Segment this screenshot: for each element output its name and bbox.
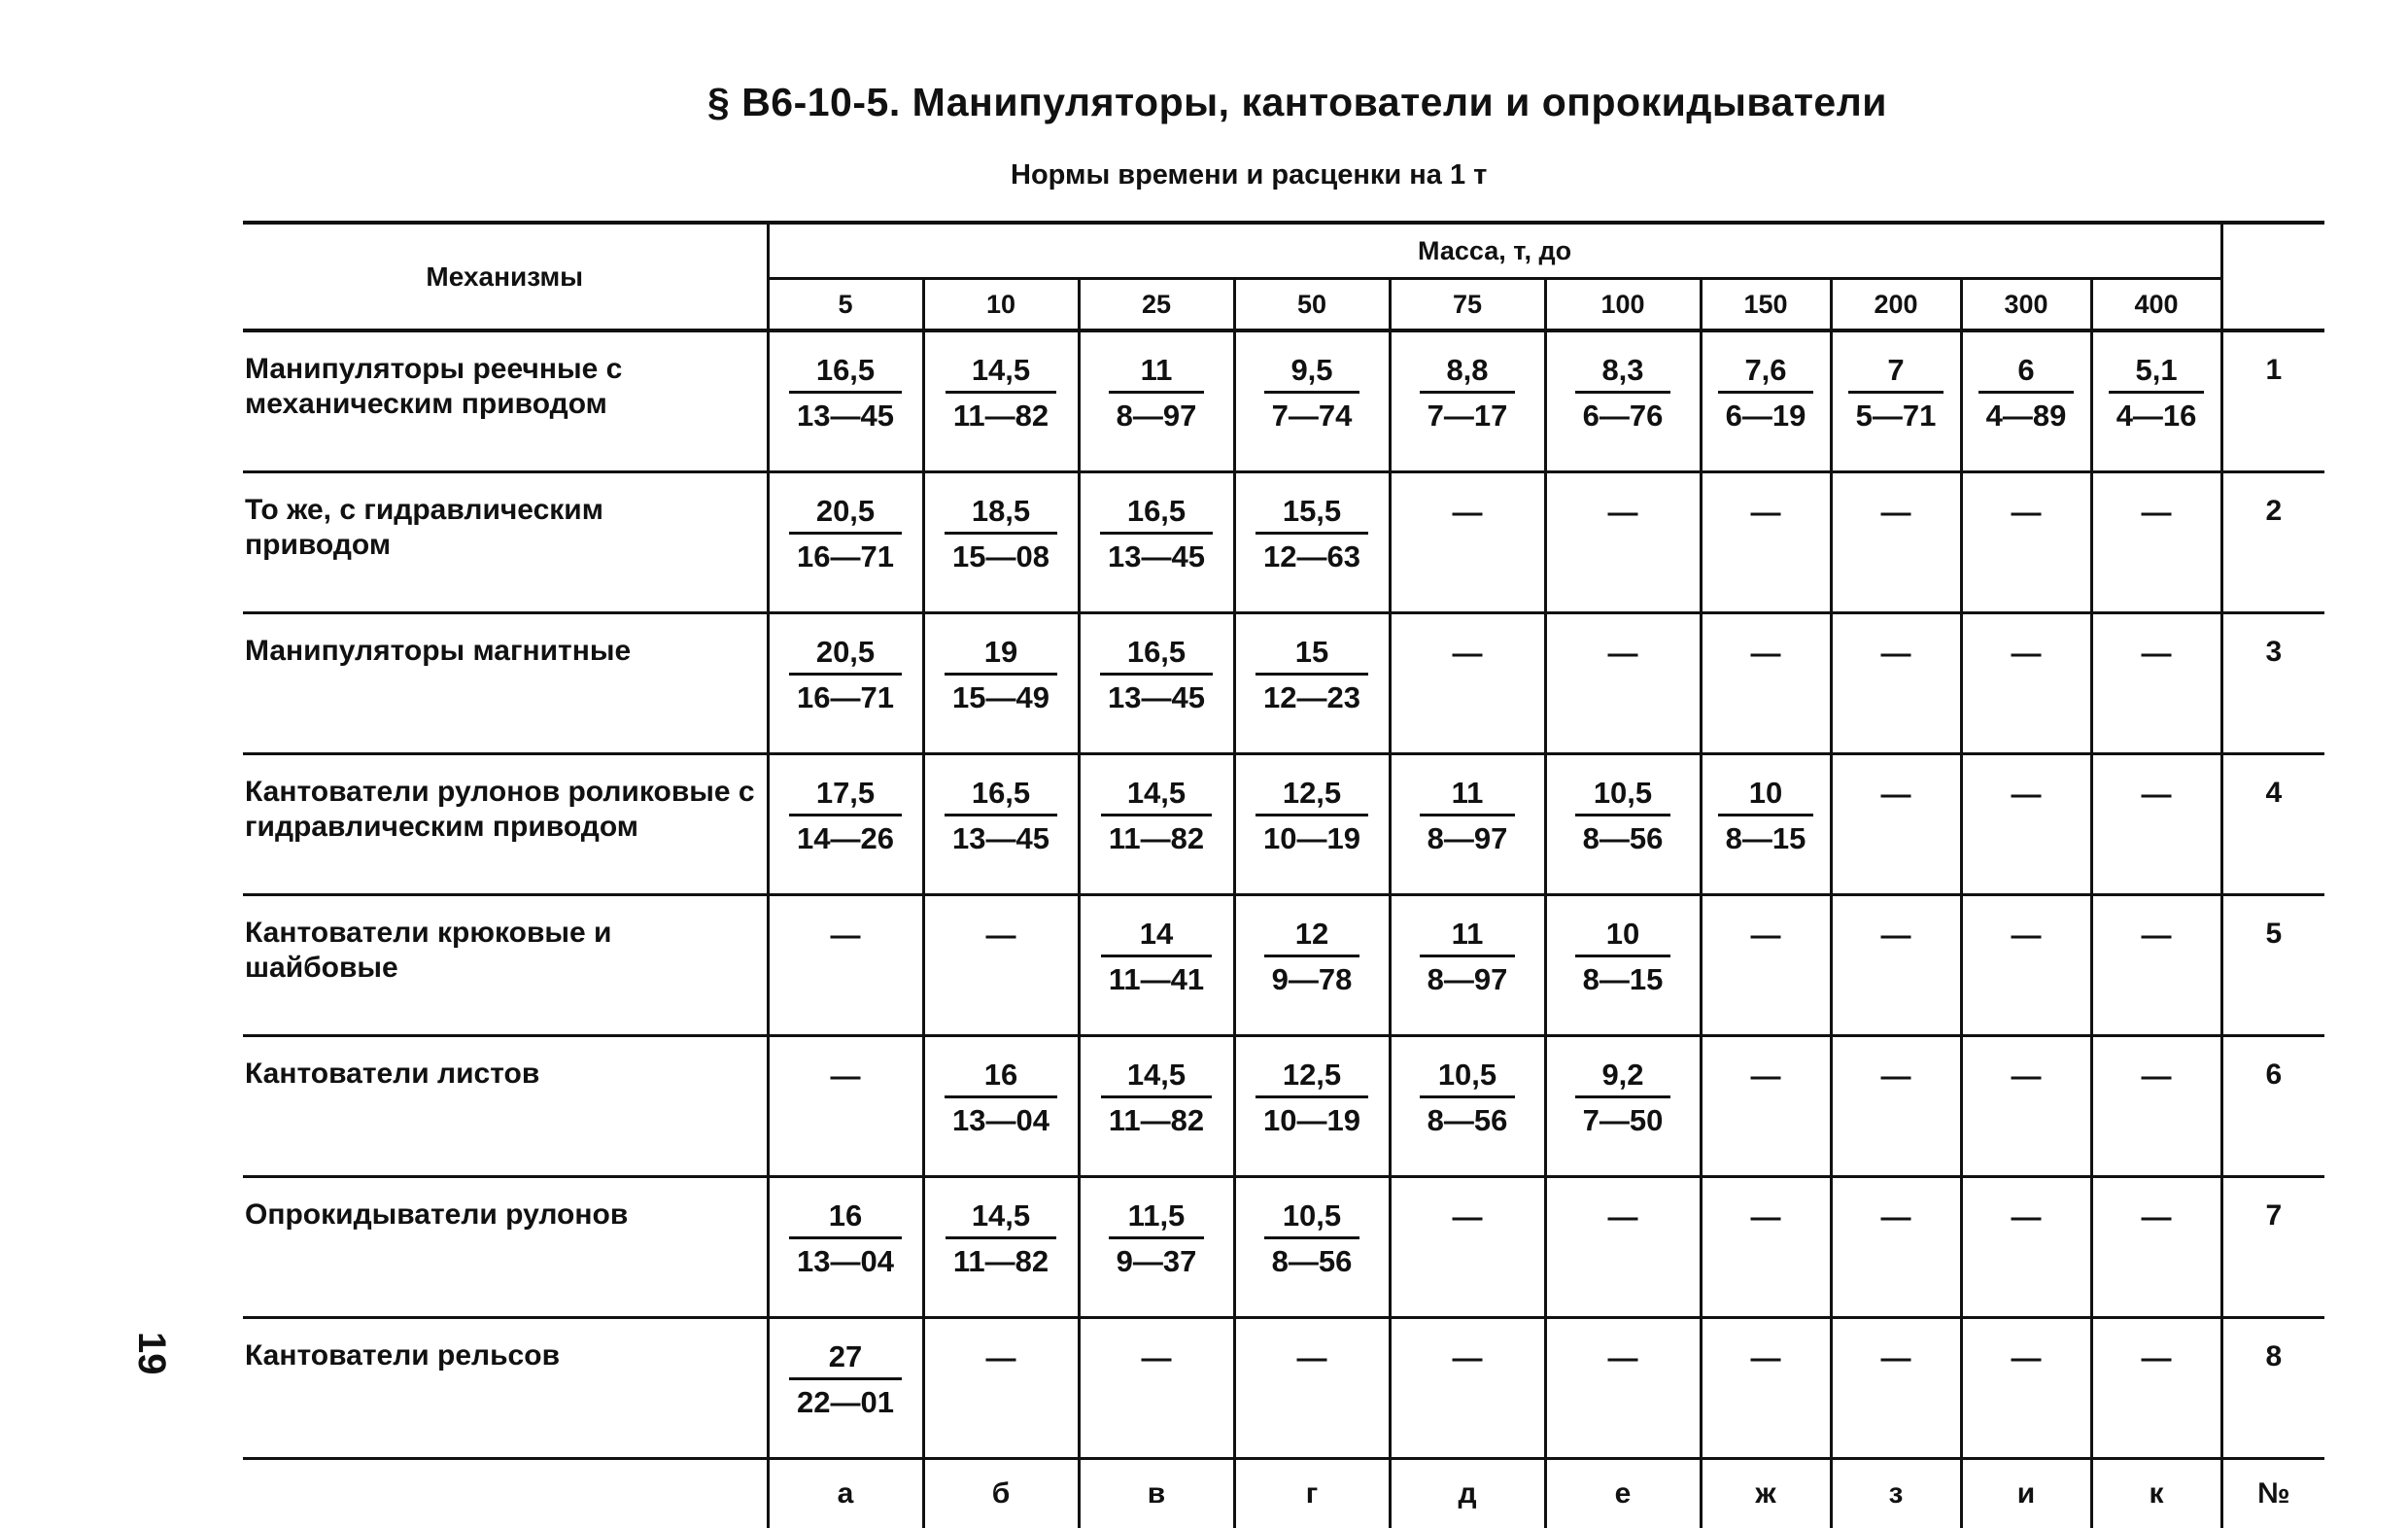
norm-fraction: [1575, 1057, 1671, 1139]
norm-cell: [1390, 613, 1545, 754]
mechanism-name: Кантователи рельсов: [243, 1318, 768, 1459]
mechanism-name: Кантователи крюковые и шайбовые: [243, 895, 768, 1036]
norm-cell: [2091, 1036, 2221, 1177]
time-norm: 20,5: [789, 634, 902, 676]
rate-value: 9—78: [1264, 957, 1360, 998]
time-norm: 8,3: [1575, 352, 1671, 394]
rate-value: 7—74: [1264, 394, 1360, 434]
time-norm: 9,5: [1264, 352, 1360, 394]
norm-cell: [1545, 613, 1701, 754]
empty-dash: —: [2012, 636, 2042, 671]
empty-dash: —: [2012, 1340, 2042, 1375]
norm-cell: [1545, 1036, 1701, 1177]
time-norm: 12: [1264, 916, 1360, 957]
time-norm: 20,5: [789, 493, 902, 535]
number-label: №: [2221, 1459, 2324, 1528]
norm-fraction: [1100, 634, 1213, 716]
header-mass-column: 300: [1961, 279, 2091, 331]
norm-cell: [923, 754, 1079, 895]
time-norm: 19: [945, 634, 1057, 676]
norm-cell: [1545, 330, 1701, 472]
header-num-blank: [2221, 223, 2324, 330]
rate-value: 8—97: [1420, 957, 1516, 998]
norm-cell: [1961, 1177, 2091, 1318]
time-norm: 9,2: [1575, 1057, 1671, 1098]
norm-cell: [2091, 1318, 2221, 1459]
norm-fraction: [1575, 352, 1671, 434]
norm-cell: [1831, 895, 1961, 1036]
norm-cell: [1545, 1177, 1701, 1318]
norm-fraction: [1101, 916, 1212, 998]
norm-cell: [1390, 754, 1545, 895]
row-number: 2: [2221, 472, 2324, 613]
norm-cell: [1701, 613, 1831, 754]
norm-fraction: [1264, 1198, 1360, 1280]
empty-dash: —: [986, 918, 1016, 953]
empty-dash: —: [986, 1340, 1016, 1375]
rate-value: 8—97: [1420, 816, 1516, 857]
empty-dash: —: [2142, 777, 2172, 812]
norm-fraction: [1256, 1057, 1368, 1139]
norm-fraction: [1109, 352, 1205, 434]
empty-dash: —: [1881, 1059, 1911, 1094]
norm-cell: [923, 1318, 1079, 1459]
norm-fraction: [1848, 352, 1944, 434]
norm-cell: [1961, 472, 2091, 613]
norm-cell: [1079, 330, 1234, 472]
time-norm: 5,1: [2109, 352, 2205, 394]
empty-dash: —: [2142, 1340, 2172, 1375]
norm-fraction: [1264, 916, 1360, 998]
norm-cell: [1701, 1318, 1831, 1459]
norm-cell: [768, 895, 923, 1036]
norm-cell: [923, 472, 1079, 613]
norm-cell: [768, 754, 923, 895]
norm-fraction: [2109, 352, 2205, 434]
row-number: 8: [2221, 1318, 2324, 1459]
norm-cell: [1079, 613, 1234, 754]
empty-dash: —: [1881, 636, 1911, 671]
norm-cell: [1961, 895, 2091, 1036]
norm-cell: [1831, 613, 1961, 754]
norm-cell: [1701, 754, 1831, 895]
time-norm: 6: [1978, 352, 2075, 394]
norm-fraction: [946, 1198, 1056, 1280]
norm-cell: [768, 1177, 923, 1318]
table-row: [243, 754, 2324, 895]
rate-value: 14—26: [789, 816, 902, 857]
rate-value: 15—49: [945, 676, 1057, 716]
empty-dash: —: [1453, 495, 1483, 530]
header-mass-column: 75: [1390, 279, 1545, 331]
norm-cell: [1079, 1036, 1234, 1177]
norm-cell: [1079, 472, 1234, 613]
rate-value: 13—04: [945, 1098, 1057, 1139]
section-title: § В6-10-5. Манипуляторы, кантователи и опрокидыватели: [0, 80, 2408, 125]
mechanism-name: Манипуляторы реечные с механическим приводом: [243, 330, 768, 472]
column-letter: к: [2091, 1459, 2221, 1528]
header-mass-column: 5: [768, 279, 923, 331]
norm-fraction: [789, 1198, 902, 1280]
empty-dash: —: [831, 918, 861, 953]
rate-value: 13—45: [1100, 676, 1213, 716]
norm-cell: [923, 1177, 1079, 1318]
rate-value: 11—82: [946, 394, 1056, 434]
norm-cell: [2091, 895, 2221, 1036]
time-norm: 14: [1101, 916, 1212, 957]
column-letter: з: [1831, 1459, 1961, 1528]
time-norm: 11: [1109, 352, 1205, 394]
rate-value: 9—37: [1109, 1239, 1205, 1280]
norm-fraction: [945, 493, 1057, 575]
empty-dash: —: [1881, 1199, 1911, 1234]
table-row: [243, 1318, 2324, 1459]
empty-dash: —: [1453, 1340, 1483, 1375]
norm-fraction: [789, 352, 902, 434]
time-norm: 12,5: [1256, 775, 1368, 816]
time-norm: 7: [1848, 352, 1944, 394]
norm-fraction: [1256, 493, 1368, 575]
time-norm: 12,5: [1256, 1057, 1368, 1098]
norm-cell: [1831, 1036, 1961, 1177]
table-row: [243, 895, 2324, 1036]
norm-fraction: [1718, 775, 1814, 857]
empty-dash: —: [1453, 1199, 1483, 1234]
norm-cell: [1545, 754, 1701, 895]
empty-dash: —: [2012, 1199, 2042, 1234]
header-mass-column: 10: [923, 279, 1079, 331]
norm-fraction: [1420, 352, 1516, 434]
rate-value: 10—19: [1256, 816, 1368, 857]
norm-cell: [1234, 754, 1390, 895]
row-number: 1: [2221, 330, 2324, 472]
footer-blank: [243, 1459, 768, 1528]
norm-cell: [1234, 895, 1390, 1036]
norm-cell: [1961, 330, 2091, 472]
empty-dash: —: [1751, 1340, 1781, 1375]
norm-cell: [1961, 1318, 2091, 1459]
norm-cell: [2091, 472, 2221, 613]
rate-value: 11—82: [1101, 816, 1212, 857]
rate-value: 10—19: [1256, 1098, 1368, 1139]
norm-cell: [1831, 472, 1961, 613]
rate-value: 8—56: [1264, 1239, 1360, 1280]
row-number: 4: [2221, 754, 2324, 895]
norm-cell: [768, 613, 923, 754]
norm-cell: [1390, 1177, 1545, 1318]
norm-fraction: [1101, 1057, 1212, 1139]
norm-cell: [2091, 330, 2221, 472]
rate-value: 13—45: [1100, 535, 1213, 575]
mechanism-name: Кантователи листов: [243, 1036, 768, 1177]
time-norm: 15: [1256, 634, 1368, 676]
norm-fraction: [945, 634, 1057, 716]
norm-cell: [1390, 472, 1545, 613]
column-letter: а: [768, 1459, 923, 1528]
norm-fraction: [945, 775, 1057, 857]
empty-dash: —: [1142, 1340, 1172, 1375]
empty-dash: —: [1453, 636, 1483, 671]
norm-cell: [1079, 1318, 1234, 1459]
norm-cell: [1079, 754, 1234, 895]
empty-dash: —: [2142, 1199, 2172, 1234]
empty-dash: —: [1751, 918, 1781, 953]
empty-dash: —: [1608, 1340, 1638, 1375]
row-number: 3: [2221, 613, 2324, 754]
empty-dash: —: [2142, 495, 2172, 530]
header-mechanisms: Механизмы: [243, 223, 768, 330]
header-mass-column: 200: [1831, 279, 1961, 331]
norm-cell: [1390, 330, 1545, 472]
time-norm: 16,5: [1100, 493, 1213, 535]
time-norm: 14,5: [1101, 1057, 1212, 1098]
header-mass-column: 100: [1545, 279, 1701, 331]
norm-fraction: [1420, 1057, 1516, 1139]
norm-cell: [2091, 754, 2221, 895]
rate-value: 6—76: [1575, 394, 1671, 434]
norm-cell: [1701, 1036, 1831, 1177]
norm-cell: [923, 895, 1079, 1036]
column-letter: и: [1961, 1459, 2091, 1528]
column-letters-row: [243, 1459, 2324, 1528]
norm-cell: [1234, 1036, 1390, 1177]
column-letter: ж: [1701, 1459, 1831, 1528]
rate-value: 13—04: [789, 1239, 902, 1280]
time-norm: 16: [945, 1057, 1057, 1098]
table-row: [243, 1036, 2324, 1177]
mechanism-name: Манипуляторы магнитные: [243, 613, 768, 754]
norm-cell: [923, 330, 1079, 472]
header-mass-column: 50: [1234, 279, 1390, 331]
norm-cell: [768, 1036, 923, 1177]
time-norm: 15,5: [1256, 493, 1368, 535]
rate-value: 13—45: [945, 816, 1057, 857]
time-norm: 7,6: [1718, 352, 1814, 394]
empty-dash: —: [2012, 495, 2042, 530]
time-norm: 16: [789, 1198, 902, 1239]
norm-fraction: [1109, 1198, 1205, 1280]
empty-dash: —: [2142, 918, 2172, 953]
time-norm: 27: [789, 1338, 902, 1380]
time-norm: 11: [1420, 775, 1516, 816]
norm-cell: [1234, 330, 1390, 472]
norm-cell: [1701, 895, 1831, 1036]
rate-value: 12—23: [1256, 676, 1368, 716]
norm-cell: [1701, 330, 1831, 472]
empty-dash: —: [1751, 1059, 1781, 1094]
row-number: 7: [2221, 1177, 2324, 1318]
column-letter: б: [923, 1459, 1079, 1528]
rate-value: 15—08: [945, 535, 1057, 575]
norm-cell: [1831, 754, 1961, 895]
rate-value: 4—89: [1978, 394, 2075, 434]
norm-fraction: [1264, 352, 1360, 434]
rate-value: 8—15: [1718, 816, 1814, 857]
time-norm: 11,5: [1109, 1198, 1205, 1239]
norm-cell: [1390, 895, 1545, 1036]
norm-cell: [923, 613, 1079, 754]
empty-dash: —: [1608, 636, 1638, 671]
norm-cell: [768, 472, 923, 613]
rate-value: 12—63: [1256, 535, 1368, 575]
empty-dash: —: [1881, 918, 1911, 953]
norm-fraction: [945, 1057, 1057, 1139]
table-row: [243, 330, 2324, 472]
rate-value: 16—71: [789, 535, 902, 575]
time-norm: 11: [1420, 916, 1516, 957]
time-norm: 14,5: [1101, 775, 1212, 816]
page-number: 19: [129, 1332, 173, 1375]
header-mass-column: 400: [2091, 279, 2221, 331]
empty-dash: —: [1751, 636, 1781, 671]
norm-cell: [768, 1318, 923, 1459]
rate-value: 11—41: [1101, 957, 1212, 998]
table-row: [243, 472, 2324, 613]
norm-fraction: [1256, 634, 1368, 716]
norm-cell: [2091, 613, 2221, 754]
norm-cell: [768, 330, 923, 472]
norm-cell: [1079, 1177, 1234, 1318]
rate-value: 7—50: [1575, 1098, 1671, 1139]
norm-fraction: [1718, 352, 1814, 434]
norm-fraction: [789, 1338, 902, 1421]
time-norm: 16,5: [945, 775, 1057, 816]
time-norm: 8,8: [1420, 352, 1516, 394]
norm-cell: [1831, 1318, 1961, 1459]
time-norm: 10: [1718, 775, 1814, 816]
norm-fraction: [946, 352, 1056, 434]
rate-value: 13—45: [789, 394, 902, 434]
time-norm: 17,5: [789, 775, 902, 816]
empty-dash: —: [1751, 495, 1781, 530]
time-norm: 10,5: [1575, 775, 1671, 816]
norm-cell: [1234, 1318, 1390, 1459]
empty-dash: —: [2142, 1059, 2172, 1094]
row-number: 5: [2221, 895, 2324, 1036]
table-subtitle: Нормы времени и расценки на 1 т: [1011, 159, 1487, 191]
mechanism-name: То же, с гидравлическим приводом: [243, 472, 768, 613]
rate-value: 6—19: [1718, 394, 1814, 434]
rate-value: 8—56: [1575, 816, 1671, 857]
norm-cell: [1701, 1177, 1831, 1318]
rate-value: 4—16: [2109, 394, 2205, 434]
norm-cell: [1545, 1318, 1701, 1459]
rate-value: 11—82: [1101, 1098, 1212, 1139]
rate-value: 16—71: [789, 676, 902, 716]
norm-cell: [1961, 1036, 2091, 1177]
time-norm: 14,5: [946, 1198, 1056, 1239]
norm-cell: [1831, 1177, 1961, 1318]
rate-value: 8—97: [1109, 394, 1205, 434]
norm-cell: [1701, 472, 1831, 613]
time-norm: 10,5: [1264, 1198, 1360, 1239]
norm-fraction: [789, 775, 902, 857]
empty-dash: —: [2012, 1059, 2042, 1094]
empty-dash: —: [1881, 495, 1911, 530]
column-letter: е: [1545, 1459, 1701, 1528]
norm-fraction: [1100, 493, 1213, 575]
empty-dash: —: [1608, 495, 1638, 530]
norms-table: [243, 221, 2324, 1528]
time-norm: 18,5: [945, 493, 1057, 535]
norm-fraction: [789, 634, 902, 716]
norm-cell: [1234, 472, 1390, 613]
time-norm: 10,5: [1420, 1057, 1516, 1098]
rate-value: 5—71: [1848, 394, 1944, 434]
column-letter: д: [1390, 1459, 1545, 1528]
empty-dash: —: [1751, 1199, 1781, 1234]
empty-dash: —: [1881, 777, 1911, 812]
time-norm: 10: [1575, 916, 1671, 957]
norm-cell: [1234, 613, 1390, 754]
norm-cell: [1545, 895, 1701, 1036]
table-row: [243, 613, 2324, 754]
norm-fraction: [1256, 775, 1368, 857]
norm-fraction: [789, 493, 902, 575]
norm-cell: [1961, 754, 2091, 895]
norm-cell: [923, 1036, 1079, 1177]
rate-value: 7—17: [1420, 394, 1516, 434]
norm-cell: [1079, 895, 1234, 1036]
norm-fraction: [1420, 916, 1516, 998]
rate-value: 22—01: [789, 1380, 902, 1421]
norm-fraction: [1420, 775, 1516, 857]
time-norm: 16,5: [1100, 634, 1213, 676]
table-row: [243, 1177, 2324, 1318]
header-mass-column: 150: [1701, 279, 1831, 331]
time-norm: 14,5: [946, 352, 1056, 394]
row-number: 6: [2221, 1036, 2324, 1177]
empty-dash: —: [1881, 1340, 1911, 1375]
norm-cell: [1390, 1036, 1545, 1177]
norm-cell: [1390, 1318, 1545, 1459]
rate-value: 8—56: [1420, 1098, 1516, 1139]
column-letter: в: [1079, 1459, 1234, 1528]
empty-dash: —: [2142, 636, 2172, 671]
empty-dash: —: [1608, 1199, 1638, 1234]
header-mass-column: 25: [1079, 279, 1234, 331]
norm-cell: [1831, 330, 1961, 472]
norm-fraction: [1575, 775, 1671, 857]
mechanism-name: Опрокидыватели рулонов: [243, 1177, 768, 1318]
header-mass: Масса, т, до: [768, 223, 2221, 279]
norm-fraction: [1101, 775, 1212, 857]
rate-value: 8—15: [1575, 957, 1671, 998]
norm-fraction: [1978, 352, 2075, 434]
norm-cell: [1234, 1177, 1390, 1318]
rate-value: 11—82: [946, 1239, 1056, 1280]
time-norm: 16,5: [789, 352, 902, 394]
norm-cell: [2091, 1177, 2221, 1318]
norm-cell: [1545, 472, 1701, 613]
empty-dash: —: [1297, 1340, 1327, 1375]
empty-dash: —: [831, 1059, 861, 1094]
norm-cell: [1961, 613, 2091, 754]
empty-dash: —: [2012, 777, 2042, 812]
empty-dash: —: [2012, 918, 2042, 953]
norm-fraction: [1575, 916, 1671, 998]
column-letter: г: [1234, 1459, 1390, 1528]
mechanism-name: Кантователи рулонов роликовые с гидравлическим приводом: [243, 754, 768, 895]
